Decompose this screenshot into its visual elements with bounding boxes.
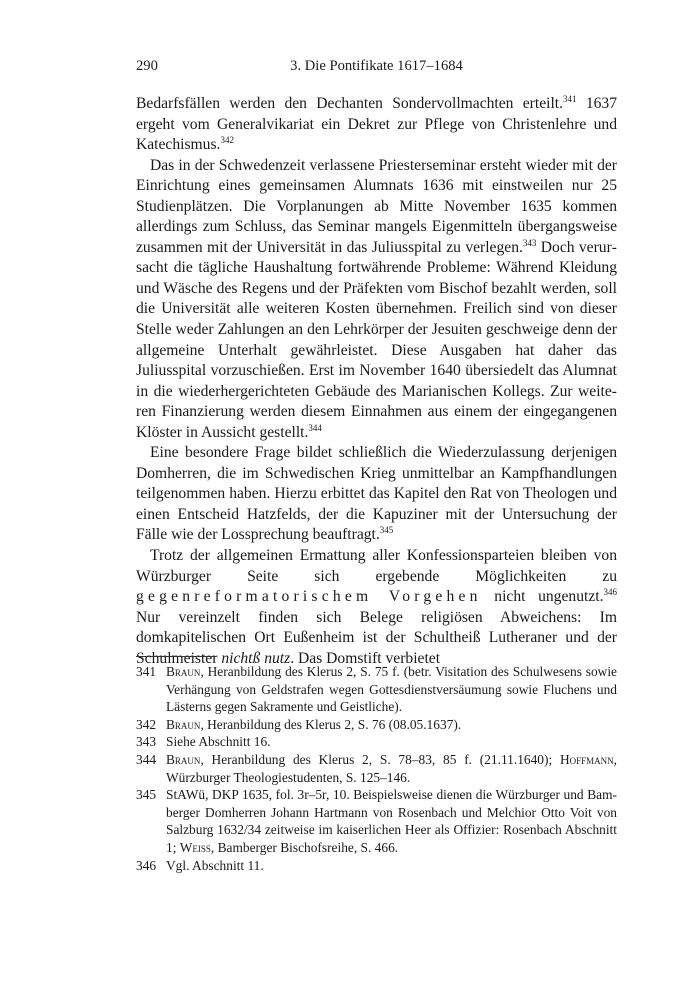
footnote-ref[interactable]: 341 xyxy=(563,94,577,104)
running-title: 3. Die Pontifikate 1617–1684 xyxy=(290,58,463,74)
footnote xyxy=(136,751,617,786)
footnote-number: 345 xyxy=(136,787,157,803)
body-text xyxy=(136,94,617,669)
text-span: Vgl. Abschnitt 11. xyxy=(166,857,264,873)
text-span: 1637 ergeht vom Generalvikariat ein Dekret zur Pflege von Christenlehre und Katechismus. xyxy=(136,95,618,154)
author-name: Hoffmann xyxy=(559,751,614,767)
footnote-text xyxy=(166,857,617,875)
author-name: Braun xyxy=(166,751,201,767)
text-span: nicht ungenutzt. xyxy=(481,588,604,606)
text-span: Bedarfsfällen werden den Dechanten Sondervollmachten erteilt. xyxy=(136,95,564,112)
page-number: 290 xyxy=(136,58,158,74)
footnote-ref[interactable]: 344 xyxy=(308,422,322,433)
text-span: Nur vereinzelt finden sich Belege religiösen Abweichens: Im domkapitelischen Ort Eußenheim ist der Schultheiß Lutheraner und der Schulmeister xyxy=(136,608,617,667)
footnote-text xyxy=(166,733,617,751)
footnote-number: 342 xyxy=(136,716,157,732)
text-span: Eine besondere Frage bildet schließlich die Wiederzulassung derjenigen Domherren, die im Schwedischen Krieg unmittelbar an Kampfhandlungen teilgenommen haben. Hierzu erbittet das Kapitel den Rat von Theologen und einen Entscheid Hatzfelds, der die Kapuziner mit der Untersuchung der Fälle wie der Lossprechung beauftragt. xyxy=(136,444,617,544)
paragraph-2 xyxy=(136,156,617,444)
footnote xyxy=(136,786,617,856)
footnote-ref[interactable]: 346 xyxy=(603,587,617,598)
text-span: , Würzburger Theologiestudenten, S. 125–146. xyxy=(166,751,617,785)
paragraph-3 xyxy=(136,443,617,546)
text-span: . Das Domstift verbietet xyxy=(290,649,441,667)
text-span: , Heranbildung des Klerus 2, S. 75 f. (betr. Visitation des Schulwesens sowie Verhängung von Geldstrafen wegen Gottesdienstversäumung sowie Fluchens und Lästerns gegen Sakramente und Geistliche). xyxy=(166,664,617,715)
footnote xyxy=(136,716,617,734)
emphasis-italic: nichtß nutz xyxy=(221,649,291,667)
footnotes xyxy=(136,663,617,874)
footnote-number: 344 xyxy=(136,751,157,767)
page-header xyxy=(136,58,617,78)
paragraph-1 xyxy=(136,94,617,156)
footnote xyxy=(136,663,617,716)
footnote-number: 341 xyxy=(136,664,157,679)
text-span: Trotz der allgemeinen Ermattung aller Konfessionsparteien bleiben von Würzburger Seite sich ergebende Möglichkeiten zu xyxy=(136,547,617,585)
text-span: , Heranbildung des Klerus 2, S. 78–83, 85 f. (21.11.1640); xyxy=(200,751,560,767)
footnote xyxy=(136,733,617,751)
text-span: Siehe Abschnitt 16. xyxy=(166,734,271,750)
text-span: , Heranbildung des Klerus 2, S. 76 (08.05.1637). xyxy=(200,716,462,732)
author-name: Weiss xyxy=(179,839,211,855)
text-span: Das in der Schwedenzeit verlassene Priesterseminar ersteht wieder mit der Einrichtung eines gemeinsamen Alumnats 1636 mit einstweilen nur 25 Studienplätzen. Die Vorplanungen ab Mitte November 1635 kommen allerdings zum Schluss, das Seminar mangels Eigenmitteln übergangsweise zusammen mit der Universität in das Juliusspital zu verlegen. xyxy=(136,156,617,256)
author-name: Braun xyxy=(166,716,201,732)
text-span: StAWü, DKP 1635, fol. 3r–5r, 10. Beispielsweise dienen die Würzburger und Bamberger Domherren Johann Hartmann von Rosenbach und Melchior Otto Voit von Salzburg 1632/34 zeitweise im kaiserlichen Heer als Offizier: Rosenbach Abschnitt 1; xyxy=(166,787,617,855)
footnote-text xyxy=(166,716,617,734)
footnote-separator xyxy=(136,656,216,657)
footnote-ref[interactable]: 345 xyxy=(379,525,394,536)
author-name: Braun xyxy=(166,664,201,679)
text-span: Doch verursacht die tägliche Haushaltung fortwährende Probleme: Während Kleidung und Wäsche des Regens und der Präfekten vom Bischof bezahlt werden, soll die Universität alle weiteren Kosten übernehmen. Freilich sind von dieser Stelle weder Zahlungen an den Lehrkörper der Jesuiten geschweige denn der allgemeine Unterhalt gewährleistet. Diese Ausgaben hat daher das Juliusspital vorzuschießen. Erst im November 1640 übersiedelt das Alumnat in die wiederhergerichteten Gebäude des Marianischen Kollegs. Zur weiteren Finanzierung werden diesem Einnahmen aus einem der eingegangenen Klöster in Aussicht gestellt. xyxy=(136,238,617,441)
footnote-text xyxy=(166,663,617,716)
footnote-number: 346 xyxy=(136,857,157,873)
footnote xyxy=(136,857,617,875)
footnote-text xyxy=(166,751,617,786)
footnote-number: 343 xyxy=(136,734,157,750)
footnote-ref[interactable]: 342 xyxy=(220,135,234,146)
footnote-text xyxy=(166,786,617,856)
text-span: , Bamberger Bischofsreihe, S. 466. xyxy=(210,839,399,855)
emphasis-spaced: gegenreformatorischem Vorgehen xyxy=(136,588,482,606)
paragraph-4 xyxy=(136,546,617,669)
footnote-ref[interactable]: 343 xyxy=(522,237,537,248)
